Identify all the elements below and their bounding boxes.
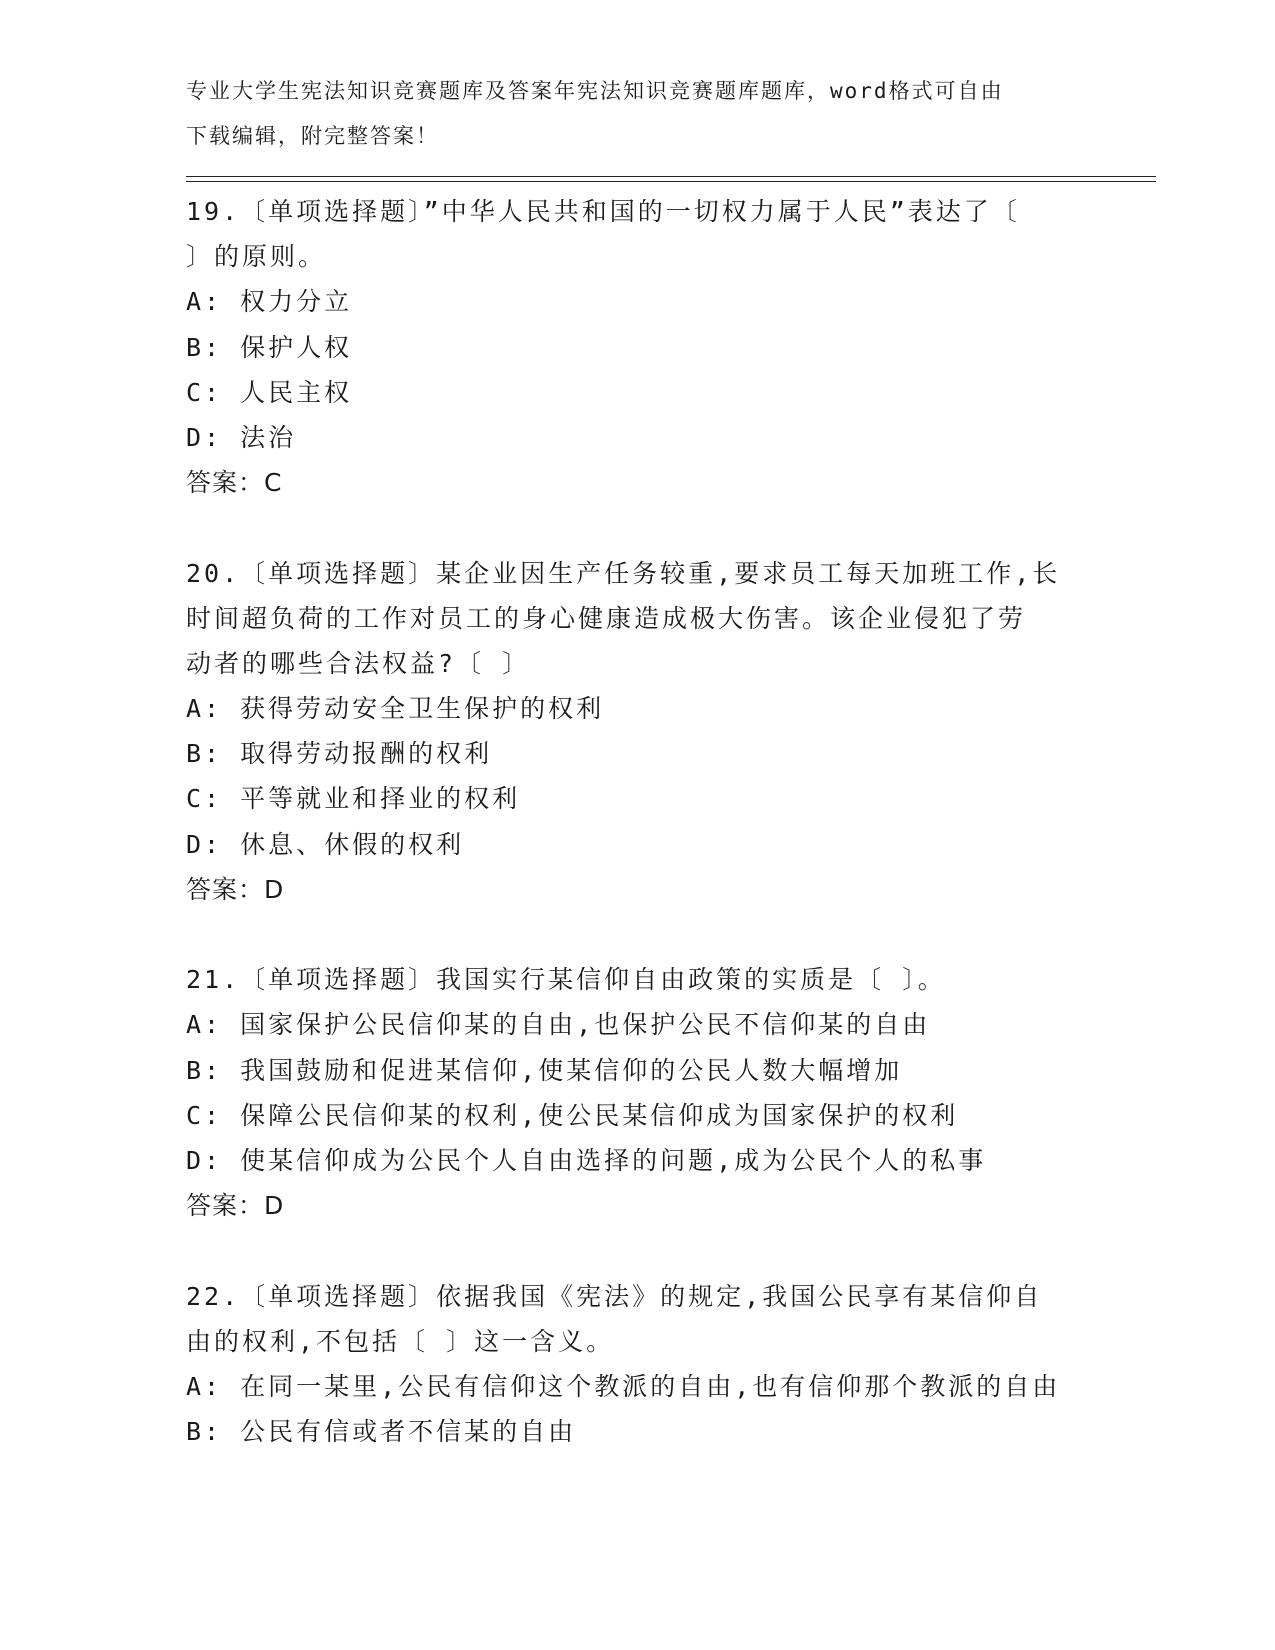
option-c: C: 保障公民信仰某的权利,使公民某信仰成为国家保护的权利 [186, 1100, 959, 1130]
option-b: B: 我国鼓励和促进某信仰,使某信仰的公民人数大幅增加 [186, 1055, 903, 1085]
question-list [186, 189, 1146, 1454]
header-line: 下载编辑，附完整答案！ [186, 124, 439, 149]
question-21 [186, 957, 1146, 1228]
spacer [186, 912, 1146, 957]
answer: 答案：C [186, 468, 283, 498]
option-a: A: 国家保护公民信仰某的自由,也保护公民不信仰某的自由 [186, 1010, 931, 1040]
question-stem: 〕的原则。 [186, 242, 327, 272]
option-d: D: 使某信仰成为公民个人自由选择的问题,成为公民个人的私事 [186, 1145, 987, 1175]
question-stem: 时间超负荷的工作对员工的身心健康造成极大伤害。该企业侵犯了劳 [186, 603, 1027, 633]
option-c: C: 人民主权 [186, 377, 353, 407]
option-d: D: 法治 [186, 422, 297, 452]
option-a: A: 在同一某里,公民有信仰这个教派的自由,也有信仰那个教派的自由 [186, 1371, 1061, 1401]
question-stem: 22.〔单项选择题〕依据我国《宪法》的规定,我国公民享有某信仰自 [186, 1281, 1043, 1311]
question-20 [186, 551, 1146, 913]
header-line: 专业大学生宪法知识竞赛题库及答案年宪法知识竞赛题库题库，word格式可自由 [186, 79, 1004, 103]
option-a: A: 权力分立 [186, 287, 353, 317]
option-b: B: 保护人权 [186, 332, 353, 362]
option-a: A: 获得劳动安全卫生保护的权利 [186, 694, 605, 724]
spacer [186, 1228, 1146, 1273]
header-divider [186, 181, 1156, 182]
question-stem: 19.〔单项选择题〕”中华人民共和国的一切权力属于人民”表达了〔 [186, 197, 1020, 226]
answer: 答案：D [186, 1191, 285, 1221]
question-stem: 20.〔单项选择题〕某企业因生产任务较重,要求员工每天加班工作,长 [186, 558, 1061, 588]
document-header [186, 74, 1066, 164]
question-stem: 21.〔单项选择题〕我国实行某信仰自由政策的实质是〔 〕。 [186, 965, 946, 995]
option-b: B: 取得劳动报酬的权利 [186, 739, 493, 769]
header-divider [186, 176, 1156, 177]
question-stem: 动者的哪些合法权益?〔 〕 [186, 648, 531, 678]
option-d: D: 休息、休假的权利 [186, 829, 465, 859]
option-c: C: 平等就业和择业的权利 [186, 784, 521, 814]
answer: 答案：D [186, 874, 285, 904]
question-19 [186, 189, 1146, 505]
spacer [186, 505, 1146, 550]
question-22 [186, 1274, 1146, 1455]
question-stem: 由的权利,不包括〔 〕这一含义。 [186, 1326, 615, 1356]
option-b: B: 公民有信或者不信某的自由 [186, 1417, 577, 1447]
